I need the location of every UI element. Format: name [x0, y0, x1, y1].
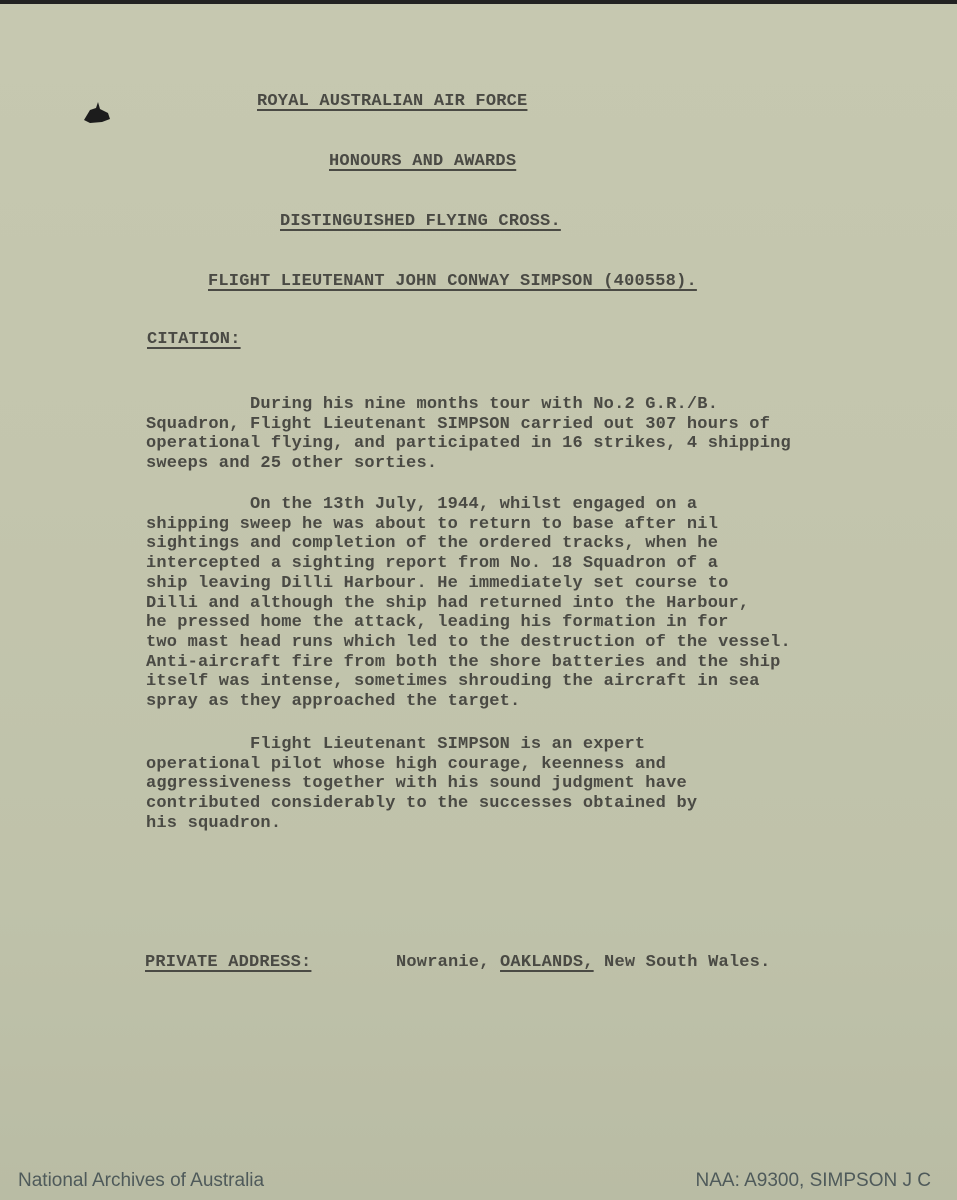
archive-credit: National Archives of Australia: [18, 1170, 265, 1191]
citation-label: CITATION:: [147, 330, 241, 349]
citation-paragraph-3: Flight Lieutenant SIMPSON is an expert operational pilot whose high courage, keenness and aggressiveness together with his sound judgment have contributed considerably to the successes obtained by his squadron.: [146, 735, 698, 833]
recipient-name: FLIGHT LIEUTENANT JOHN CONWAY SIMPSON (400558).: [208, 272, 697, 291]
citation-paragraph-2: On the 13th July, 1944, whilst engaged on a shipping sweep he was about to return to base after nil sightings and completion of the ordered tracks, when he intercepted a sighting report from No. 18 Squadron of a ship leaving Dilli Harbour. He immediately set course to Dilli and although the ship had returned into the Harbour, he pressed home the attack, leading his formation in for two mast head runs which led to the destruction of the vessel. Anti-aircraft fire from both the shore batteries and the ship itself was intense, sometimes shrouding the aircraft in sea spray as they approached the target.: [146, 495, 791, 712]
archive-reference: NAA: A9300, SIMPSON J C: [695, 1170, 931, 1191]
citation-paragraph-1: During his nine months tour with No.2 G.R./B. Squadron, Flight Lieutenant SIMPSON carried out 307 hours of operational flying, and participated in 16 strikes, 4 shipping sweeps and 25 other sorties.: [146, 395, 791, 474]
punch-hole-mark-icon: [82, 100, 114, 126]
header-honours: HONOURS AND AWARDS: [329, 152, 517, 171]
header-organisation: ROYAL AUSTRALIAN AIR FORCE: [257, 92, 528, 111]
award-title: DISTINGUISHED FLYING CROSS.: [280, 212, 561, 231]
scan-border: [0, 0, 957, 4]
address-town: OAKLANDS,: [500, 953, 594, 972]
address-suffix: New South Wales.: [593, 953, 771, 972]
private-address-label: PRIVATE ADDRESS:: [145, 953, 312, 972]
address-prefix: Nowranie,: [396, 953, 501, 972]
private-address-value: [396, 953, 771, 972]
